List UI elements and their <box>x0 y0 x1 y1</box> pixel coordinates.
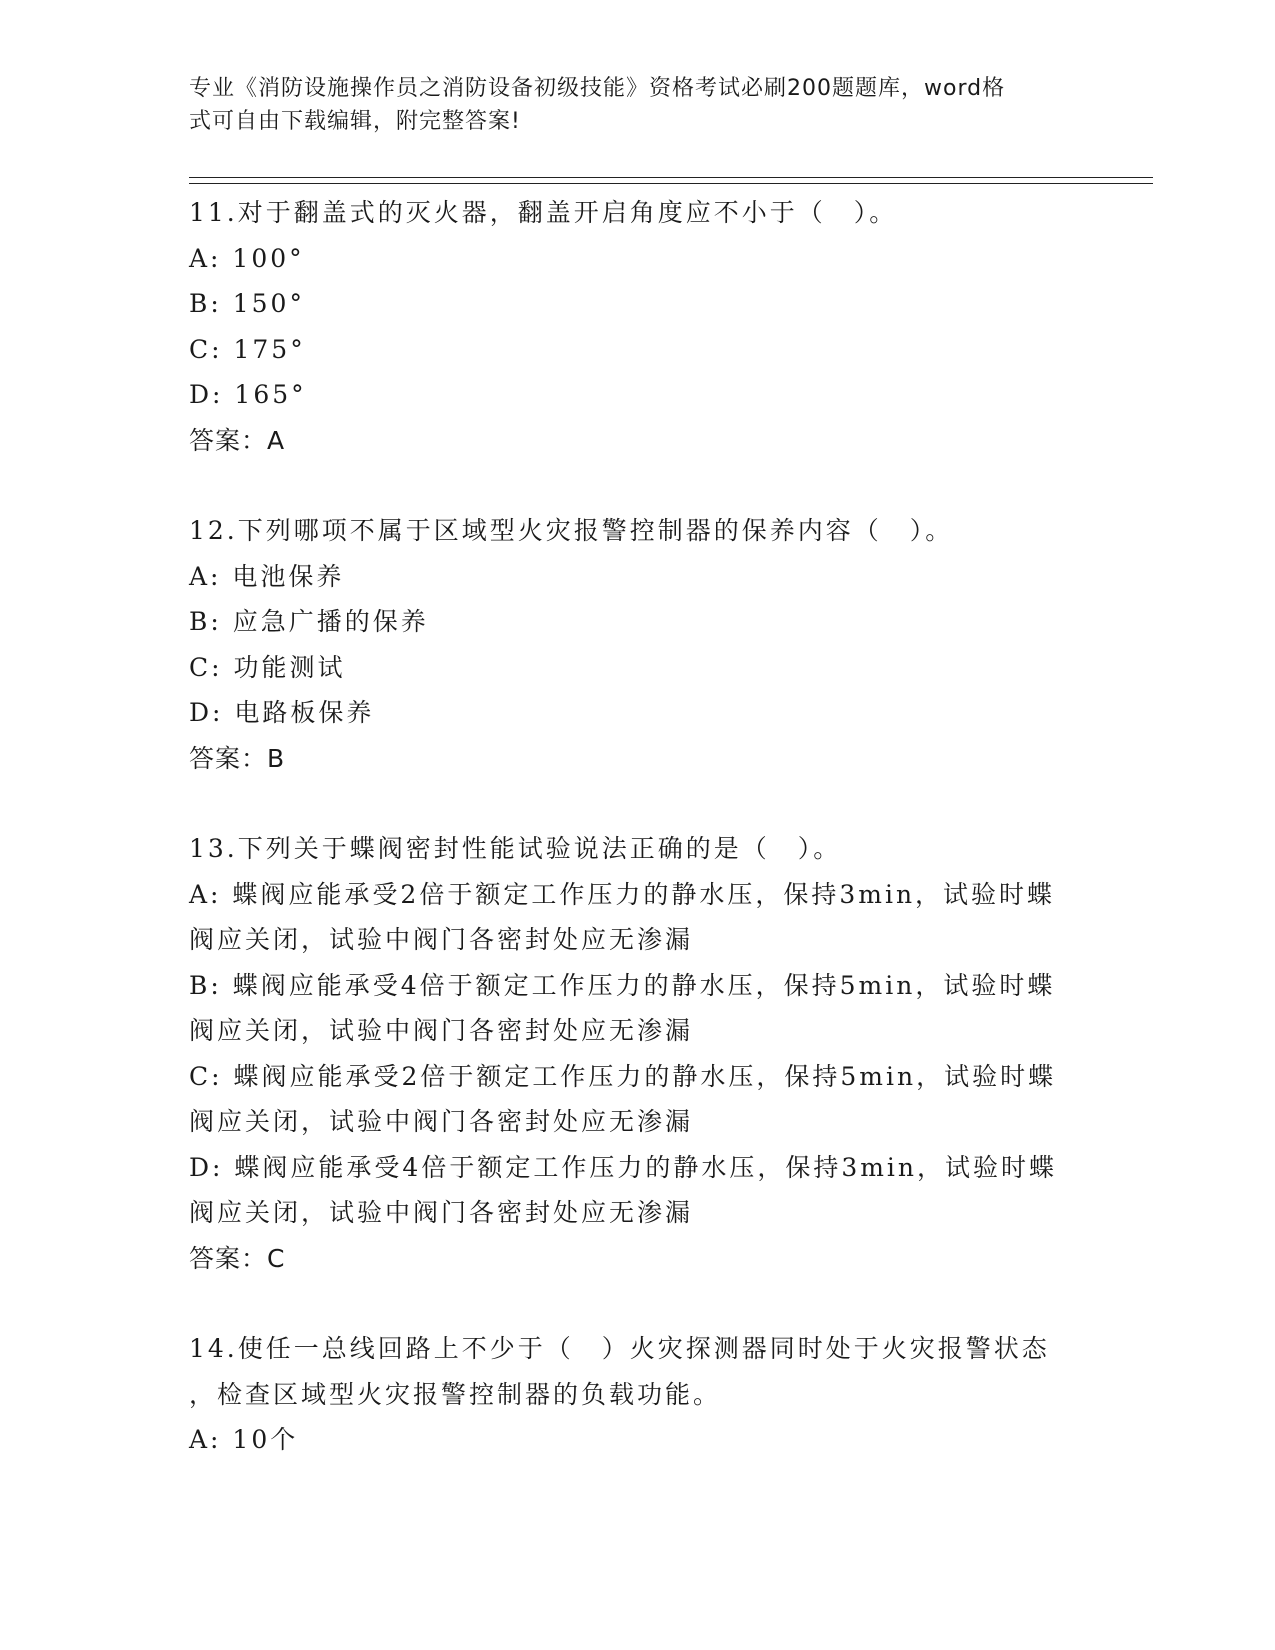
question-stem: 11.对于翻盖式的灭火器，翻盖开启角度应不小于（ ）。 <box>189 198 898 227</box>
header-line-1: 专业《消防设施操作员之消防设备初级技能》资格考试必刷200题题库，word格 <box>189 76 1006 101</box>
document-header <box>189 72 1069 138</box>
answer-option: B: 蝶阀应能承受4倍于额定工作压力的静水压，保持5min，试验时蝶 <box>189 970 1056 1000</box>
answer-key: 答案：A <box>189 425 286 455</box>
answer-option: B: 150° <box>189 289 305 318</box>
answer-option: D: 蝶阀应能承受4倍于额定工作压力的静水压，保持3min，试验时蝶 <box>189 1152 1058 1182</box>
answer-option: B: 应急广播的保养 <box>189 607 429 636</box>
question-spacer <box>189 781 1089 826</box>
answer-option: A: 100° <box>189 243 305 273</box>
question-stem: ，检查区域型火灾报警控制器的负载功能。 <box>189 1379 722 1409</box>
answer-option: A: 蝶阀应能承受2倍于额定工作压力的静水压，保持3min，试验时蝶 <box>189 879 1056 909</box>
question-block <box>189 190 1089 463</box>
answer-key: 答案：C <box>189 1243 286 1273</box>
question-block <box>189 508 1089 781</box>
header-line-2: 式可自由下载编辑，附完整答案! <box>189 109 521 134</box>
answer-option: C: 蝶阀应能承受2倍于额定工作压力的静水压，保持5min，试验时蝶 <box>189 1061 1057 1091</box>
answer-option: C: 功能测试 <box>189 652 346 682</box>
answer-option: A: 10个 <box>189 1425 299 1454</box>
answer-option: 阀应关闭，试验中阀门各密封处应无渗漏 <box>189 1107 694 1136</box>
answer-option: A: 电池保养 <box>189 561 345 591</box>
answer-option: 阀应关闭，试验中阀门各密封处应无渗漏 <box>189 1198 694 1227</box>
answer-option: 阀应关闭，试验中阀门各密封处应无渗漏 <box>189 1016 694 1045</box>
answer-option: D: 165° <box>189 380 307 409</box>
header-divider-bottom <box>189 183 1153 184</box>
question-spacer <box>189 1281 1089 1326</box>
question-list <box>189 190 1089 1463</box>
answer-option: D: 电路板保养 <box>189 698 375 727</box>
question-stem: 12.下列哪项不属于区域型火灾报警控制器的保养内容（ ）。 <box>189 516 954 545</box>
question-stem: 13.下列关于蝶阀密封性能试验说法正确的是（ ）。 <box>189 834 842 863</box>
answer-option: C: 175° <box>189 334 306 364</box>
question-block <box>189 826 1089 1281</box>
header-divider-top <box>189 177 1153 178</box>
answer-option: 阀应关闭，试验中阀门各密封处应无渗漏 <box>189 925 694 954</box>
question-spacer <box>189 463 1089 508</box>
answer-key: 答案：B <box>189 743 286 773</box>
question-stem: 14.使任一总线回路上不少于（ ）火灾探测器同时处于火灾报警状态 <box>189 1334 1050 1363</box>
question-block <box>189 1326 1089 1463</box>
